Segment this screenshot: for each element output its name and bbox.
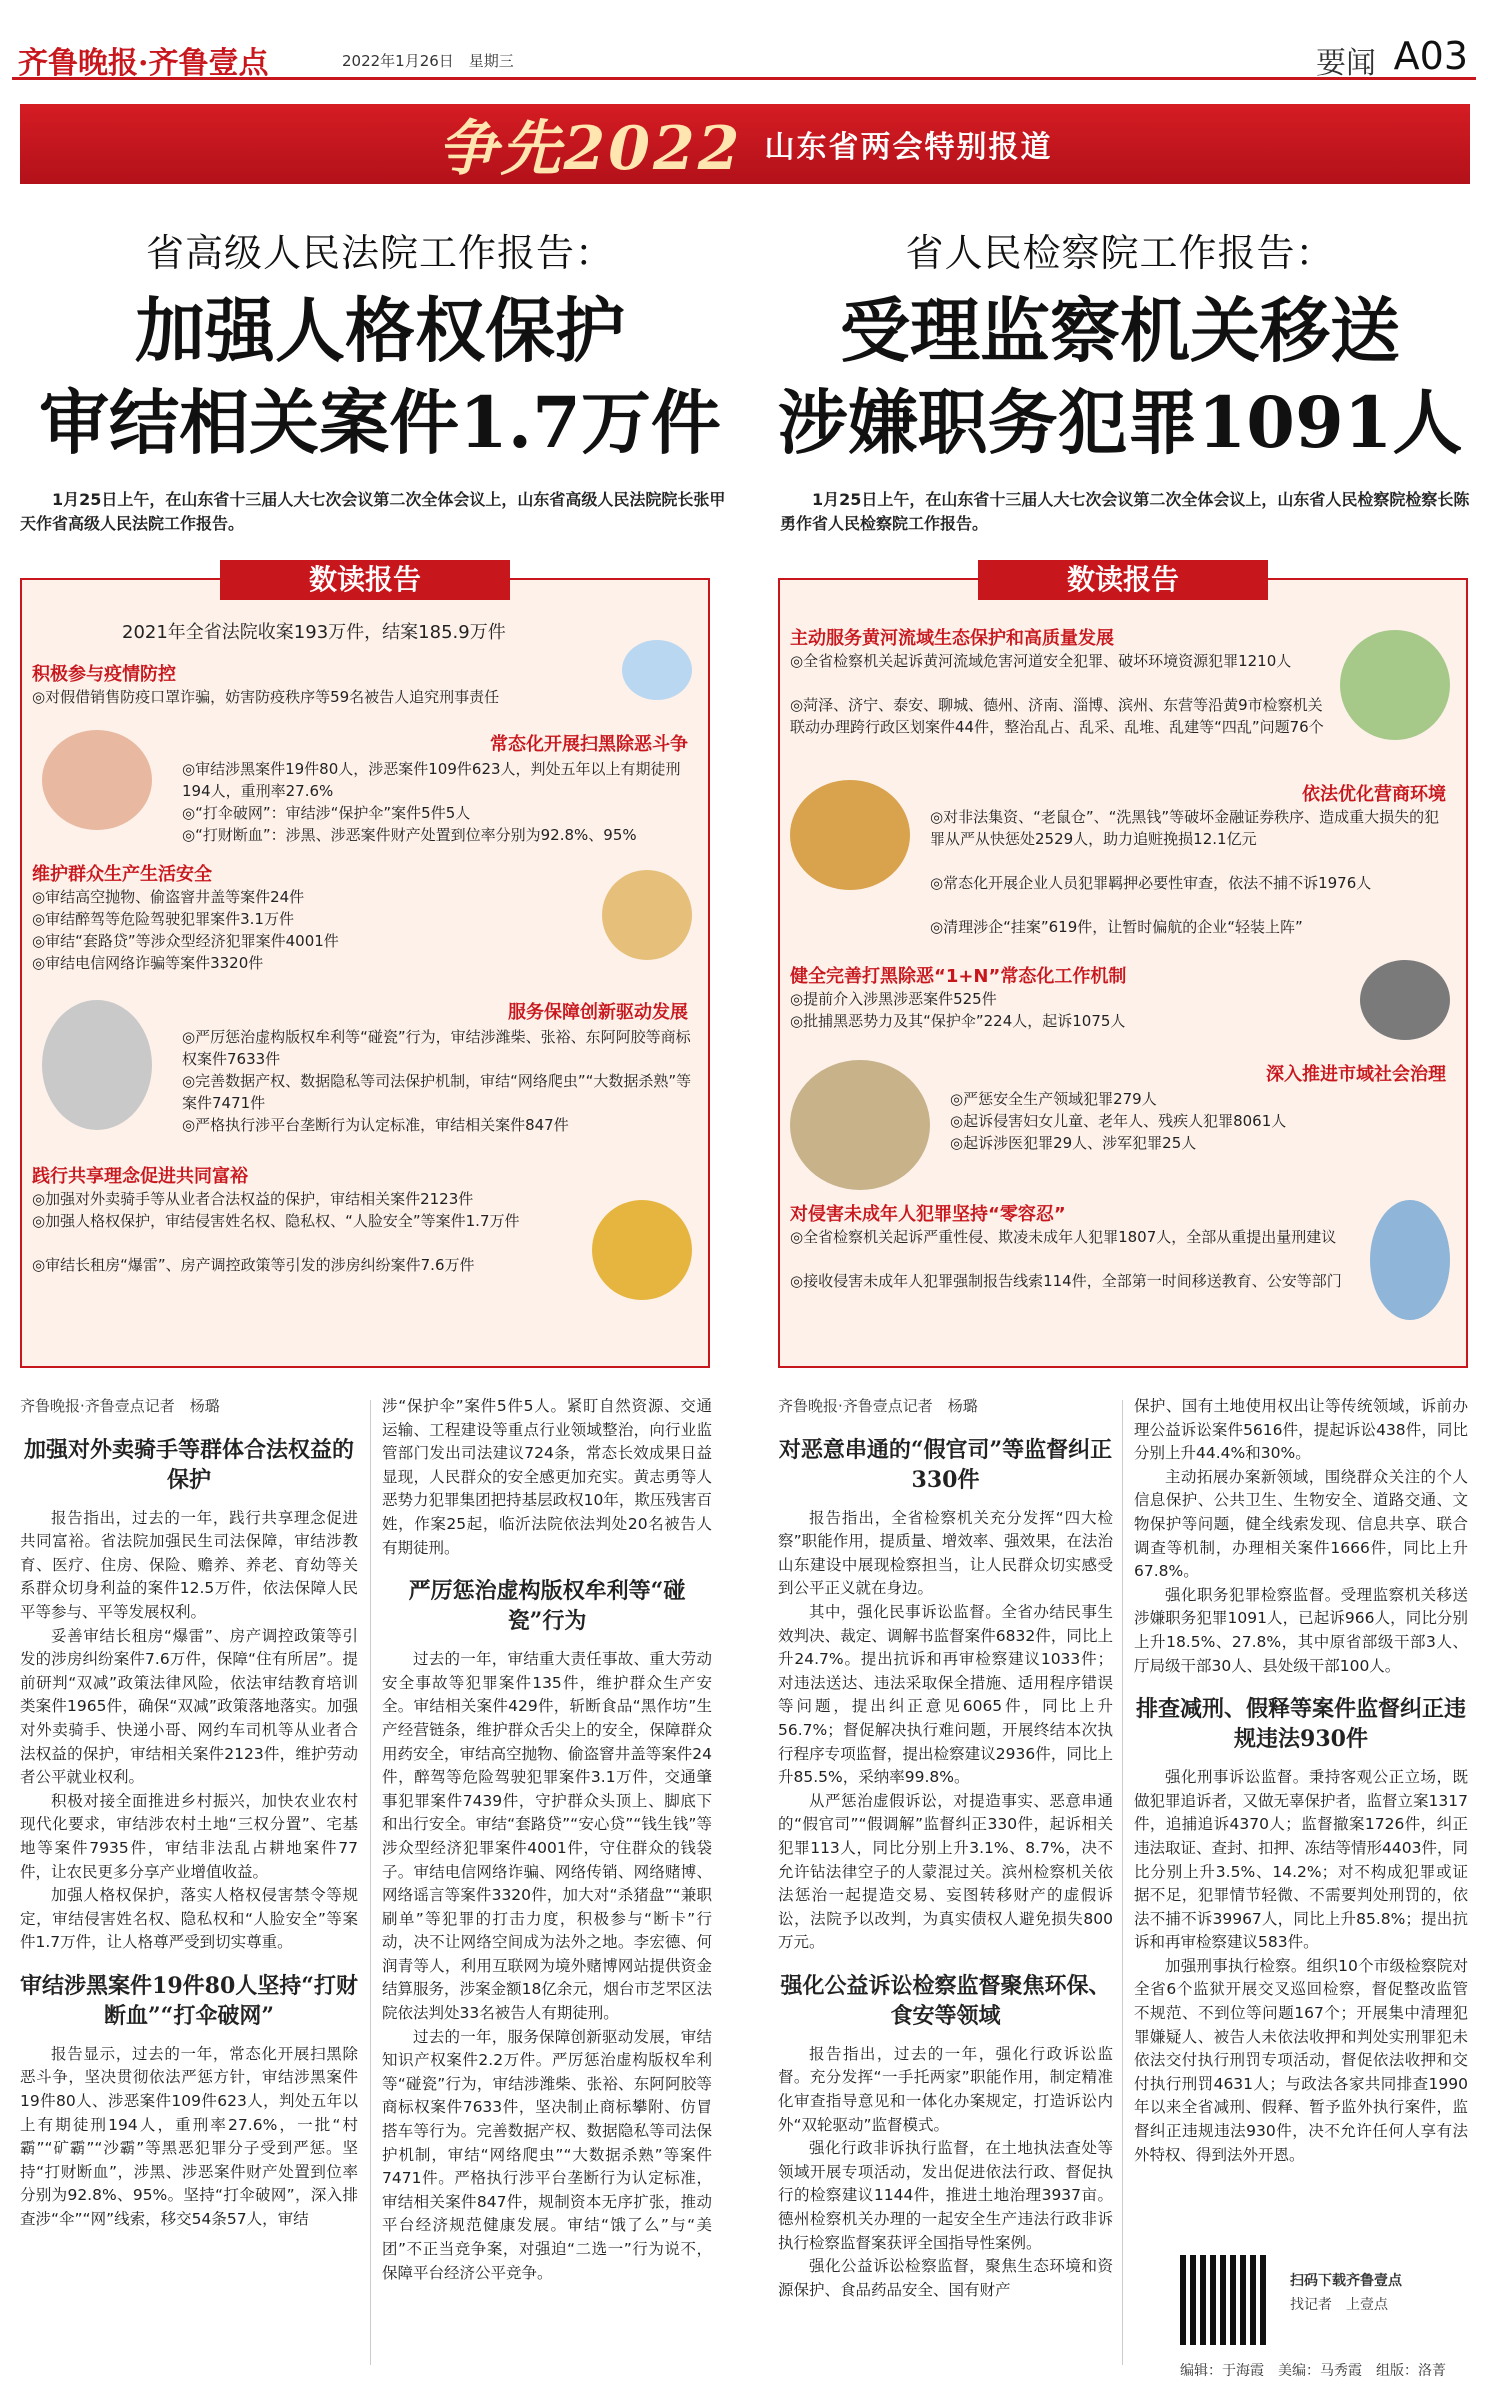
section-name: 要闻 xyxy=(1316,46,1376,81)
court-paragraph: 加强人格权保护，落实人格权侵害禁令等规定，审结侵害姓名权、隐私权和“人脸安全”等案件1.7万件，让人格尊严受到切实尊重。 xyxy=(20,1886,358,1952)
proc-s4-heading: 深入推进市域社会治理 xyxy=(1266,1064,1446,1085)
court-article-col2 xyxy=(382,1395,712,2285)
procuratorate-title-line1: 受理监察机关移送 xyxy=(840,289,1400,372)
banner-subtitle: 山东省两会特别报道 xyxy=(764,130,1053,165)
umbrella-icon xyxy=(42,730,152,830)
court-subhead-2: 审结涉黑案件19件80人坚持“打财断血”“打伞破网” xyxy=(20,1972,358,2029)
proc-s4-item3: ◎起诉涉医犯罪29人、涉军犯罪25人 xyxy=(950,1134,1197,1152)
page-number: A03 xyxy=(1393,34,1468,78)
column-divider xyxy=(370,1400,371,2365)
court-title-line2: 审结相关案件1.7万件 xyxy=(39,381,721,464)
proc-subhead-1: 对恶意串通的“假官司”等监督纠正330件 xyxy=(778,1436,1113,1493)
proc-s3-item2: ◎批捕黑恶势力及其“保护伞”224人，起诉1075人 xyxy=(790,1012,1126,1030)
court-s1-heading: 积极参与疫情防控 xyxy=(32,664,176,685)
procuratorate-data-box xyxy=(778,563,1468,1368)
proc-s2-item2: ◎常态化开展企业人员犯罪羁押必要性审查，依法不捕不诉1976人 xyxy=(930,874,1372,892)
proc-subhead-3: 排查减刑、假释等案件监督纠正违规违法930件 xyxy=(1135,1696,1466,1753)
proc-paragraph: 报告指出，过去的一年，强化行政诉讼监督。充分发挥“一手托两家”职能作用，制定精准化审查指导意见和一体化办案规定，打造诉讼内外“双轮驱动”监督模式。 xyxy=(778,2044,1113,2134)
court-paragraph: 积极对接全面推进乡村振兴，加快农业农村现代化要求，审结涉农村土地“三权分置”、宅基地等案件7935件，审结非法乱占耕地案件77件，让农民更多分享产业增值收益。 xyxy=(20,1791,358,1881)
court-subhead-1: 加强对外卖骑手等群体合法权益的保护 xyxy=(23,1436,354,1493)
court-s5-item3: ◎审结长租房“爆雷”、房产调控政策等引发的涉房纠纷案件7.6万件 xyxy=(32,1256,475,1274)
trademark-icon xyxy=(42,1000,152,1130)
issue-date: 2022年1月26日 星期三 xyxy=(342,52,514,70)
court-s3-item4: ◎审结电信网络诈骗等案件3320件 xyxy=(32,954,264,972)
proc-s1-heading: 主动服务黄河流域生态保护和高质量发展 xyxy=(790,628,1114,649)
procuratorate-byline: 齐鲁晚报·齐鲁壹点记者 杨璐 xyxy=(778,1397,978,1415)
proc-s5-item2: ◎接收侵害未成年人犯罪强制报告线索114件，全部第一时间移送教育、公安等部门 xyxy=(790,1272,1342,1290)
court-paragraph: 报告指出，过去的一年，践行共享理念促进共同富裕。省法院加强民生司法保障，审结涉教育、医疗、住房、保险、赡养、养老、育幼等关系群众切身利益的案件12.5万件，依法保障人民平等参与、平等发展权利。 xyxy=(20,1508,358,1621)
proc-s3-heading: 健全完善打黑除恶“1+N”常态化工作机制 xyxy=(790,966,1127,987)
procuratorate-box-heading: 数读报告 xyxy=(978,560,1268,600)
handcuffs-icon xyxy=(1360,960,1450,1040)
proc-paragraph: 主动拓展办案新领域，围绕群众关注的个人信息保护、公共卫生、生物安全、道路交通、文物保护等问题，健全线索发现、信息共享、联合调查等机制，办理相关案件1666件，同比上升67.8%。 xyxy=(1134,1467,1468,1581)
proc-paragraph: 其中，强化民事诉讼监督。全省办结民事生效判决、裁定、调解书监督案件6832件，同比上升24.7%。提出抗诉和再审检察建议1033件；对违法送达、违法采取保全措施、适用程序错误等问题，提出纠正意见6065件，同比上升56.7%；督促解决执行难问题，开展终结本次执行程序专项监督，提出检察建议2936件，同比上升85.5%，采纳率99.8%。 xyxy=(778,1602,1113,1787)
court-paragraph: 过去的一年，服务保障创新驱动发展，审结知识产权案件2.2万件。严厉惩治虚构版权牟利等“碰瓷”行为，审结涉潍柴、张裕、东阿阿胶等商标权案件7633件，坚决制止商标攀附、仿冒搭车等行为。完善数据产权、数据隐私等司法保护机制，审结“网络爬虫”“大数据杀熟”等案件7471件。严格执行涉平台垄断行为认定标准，审结相关案件847件，规制资本无序扩张，推动平台经济规范健康发展。审结“饿了么”与“美团”不正当竞争案，对强迫“二选一”行为说不，保障平台经济公平竞争。 xyxy=(382,2027,712,2282)
family-icon xyxy=(790,1060,930,1190)
court-s4-item1: ◎严厉惩治虚构版权牟利等“碰瓷”行为，审结涉潍柴、张裕、东阿阿胶等商标权案件7633件 xyxy=(182,1028,691,1068)
safe-icon xyxy=(790,780,910,890)
court-s2-item3: ◎“打财断血”：涉黑、涉恶案件财产处置到位率分别为92.8%、95% xyxy=(182,826,637,844)
court-kicker: 省高级人民法院工作报告： xyxy=(145,231,614,275)
court-paragraph: 过去的一年，审结重大责任事故、重大劳动安全事故等犯罪案件135件，维护群众生产安全。审结相关案件429件，斩断食品“黑作坊”生产经营链条，维护群众舌尖上的安全，保障群众用药安全，审结高空抛物、偷盗窨井盖等案件24件，醉驾等危险驾驶犯罪案件3.1万件，交通肇事犯罪案件7439件，守护群众头顶上、脚底下和出行安全。审结“套路贷”“安心贷”“钱生钱”等涉众型经济犯罪案件4001件，守住群众的钱袋子。审结电信网络诈骗、网络传销、网络赌博、网络谣言等案件3320件，加大对“杀猪盘”“兼职刷单”等犯罪的打击力度，积极参与“断卡”行动，决不让网络空间成为法外之地。李宏德、何润青等人，利用互联网为境外赌博网站提供资金结算服务，涉案金额18亿余元，烟台市芝罘区法院依法判处33名被告人有期徒刑。 xyxy=(382,1650,712,2023)
qr-code[interactable] xyxy=(1180,2255,1270,2345)
court-paragraph: 报告显示，过去的一年，常态化开展扫黑除恶斗争，坚决贯彻依法严惩方针，审结涉黑案件19件80人、涉恶案件109件623人，判处五年以上有期徒刑194人，重刑率27.6%，一批“村霸”“矿霸”“沙霸”等黑恶犯罪分子受到严惩。坚持“打财断血”，涉黑、涉恶案件财产处置到位率分别为92.8%、95%。坚持“打伞破网”，深入排查涉“伞”“网”线索，移交54条57人，审结 xyxy=(20,2044,358,2229)
court-s5-item1: ◎加强对外卖骑手等从业者合法权益的保护，审结相关案件2123件 xyxy=(32,1190,474,1208)
court-byline: 齐鲁晚报·齐鲁壹点记者 杨璐 xyxy=(20,1397,220,1415)
court-data-box xyxy=(20,563,710,1368)
court-s3-item3: ◎审结“套路贷”等涉众型经济犯罪案件4001件 xyxy=(32,932,339,950)
proc-paragraph: 从严惩治虚假诉讼，对提造事实、恶意串通的“假官司”“假调解”监督纠正330件，起诉相关犯罪113人，同比分别上升3.1%、8.7%，决不允许钻法律空子的人蒙混过关。滨州检察机关依法惩治一起提造交易、妄图转移财产的虚假诉讼，法院予以改判，为真实债权人避免损失800万元。 xyxy=(778,1791,1113,1952)
court-box-summary: 2021年全省法院收案193万件，结案185.9万件 xyxy=(122,622,506,643)
proc-s2-item3: ◎清理涉企“挂案”619件，让暂时偏航的企业“轻装上阵” xyxy=(930,918,1303,936)
masthead: 齐鲁晚报·齐鲁壹点 xyxy=(18,46,269,81)
special-report-banner xyxy=(20,104,1470,184)
court-article-col1 xyxy=(20,1395,358,2232)
procuratorate-article-col1 xyxy=(778,1395,1113,2302)
court-s4-item2: ◎完善数据产权、数据隐私等司法保护机制，审结“网络爬虫”“大数据杀熟”等案件7471件 xyxy=(182,1072,692,1112)
court-s2-item2: ◎“打伞破网”：审结涉“保护伞”案件5件5人 xyxy=(182,804,471,822)
court-title-line1: 加强人格权保护 xyxy=(135,289,625,372)
court-s4-heading: 服务保障创新驱动发展 xyxy=(508,1002,688,1023)
court-s1-item: ◎对假借销售防疫口罩诈骗，妨害防疫秩序等59名被告人追究刑事责任 xyxy=(32,688,500,706)
proc-s4-item1: ◎严惩安全生产领域犯罪279人 xyxy=(950,1090,1157,1108)
proc-s5-heading: 对侵害未成年人犯罪坚持“零容忍” xyxy=(790,1204,1066,1225)
editor-credits: 编辑：于海霞 美编：马秀霞 组版：洛菁 xyxy=(1180,2363,1446,2379)
procuratorate-title-line2: 涉嫌职务犯罪1091人 xyxy=(777,381,1463,464)
proc-s1-item1: ◎全省检察机关起诉黄河流域危害河道安全犯罪、破坏环境资源犯罪1210人 xyxy=(790,652,1292,670)
proc-s4-item2: ◎起诉侵害妇女儿童、老年人、残疾人犯罪8061人 xyxy=(950,1112,1287,1130)
proc-s2-heading: 依法优化营商环境 xyxy=(1302,784,1446,805)
proc-subhead-2: 强化公益诉讼检察监督聚焦环保、食安等领域 xyxy=(780,1972,1111,2029)
proc-paragraph: 加强刑事执行检察。组织10个市级检察院对全省6个监狱开展交叉巡回检察，督促整改监管不规范、不到位等问题167个；开展集中清理犯罪嫌疑人、被告人未依法收押和判处实刑罪犯未依法交付执行刑罚专项活动，督促依法收押和交付执行刑罚4631人；与政法各家共同排查1990年以来全省减刑、假释、暂予监外执行案件，监督纠正违规违法930件，决不允许任何人享有法外特权、得到法外开恩。 xyxy=(1134,1956,1468,2164)
court-s5-item2: ◎加强人格权保护，审结侵害姓名权、隐私权、“人脸安全”等案件1.7万件 xyxy=(32,1212,520,1230)
column-divider xyxy=(1122,1400,1123,2365)
court-s3-item2: ◎审结醉驾等危险驾驶犯罪案件3.1万件 xyxy=(32,910,294,928)
court-headline xyxy=(20,222,740,469)
money-bag-icon xyxy=(602,870,692,960)
proc-paragraph: 保护、国有土地使用权出让等传统领域，诉前办理公益诉讼案件5616件，提起诉讼438件，同比分别上升44.4%和30%。 xyxy=(1134,1397,1468,1463)
proc-paragraph: 强化公益诉讼检察监督，聚焦生态环境和资源保护、食品药品安全、国有财产 xyxy=(778,2257,1113,2299)
mask-icon xyxy=(622,640,692,700)
proc-s3-item1: ◎提前介入涉黑涉恶案件525件 xyxy=(790,990,997,1008)
student-icon xyxy=(1370,1200,1450,1320)
court-s3-heading: 维护群众生产生活安全 xyxy=(32,864,212,885)
court-paragraph: 涉“保护伞”案件5件5人。紧盯自然资源、交通运输、工程建设等重点行业领域整治，向行业监管部门发出司法建议724条，常态长效成果日益显现，人民群众的安全感更加充实。黄志勇等人恶势力犯罪集团把持基层政权10年，欺压残害百姓，作案25起，临沂法院依法判处20名被告人有期徒刑。 xyxy=(382,1397,712,1557)
proc-paragraph: 强化职务犯罪检察监督。受理监察机关移送涉嫌职务犯罪1091人，已起诉966人，同比分别上升18.5%、27.8%，其中原省部级干部3人、厅局级干部30人、县处级干部100人。 xyxy=(1134,1585,1468,1675)
procuratorate-headline xyxy=(760,222,1480,469)
proc-paragraph: 报告指出，全省检察机关充分发挥“四大检察”职能作用，提质量、增效率、强效果，在法治山东建设中展现检察担当，让人民群众切实感受到公平正义就在身边。 xyxy=(778,1508,1113,1598)
proc-paragraph: 强化行政非诉执行监督，在土地执法查处等领域开展专项活动，发出促进依法行政、督促执行的检察建议1144件，推进土地治理3937亩。德州检察机关办理的一起安全生产违法行政非诉执行检察监督案获评全国指导性案例。 xyxy=(778,2139,1113,2252)
court-intro: 1月25日上午，在山东省十三届人大七次会议第二次全体会议上，山东省高级人民法院院长张甲天作省高级人民法院工作报告。 xyxy=(20,490,726,533)
court-box-heading: 数读报告 xyxy=(220,560,510,600)
page-header xyxy=(12,28,1476,80)
qr-subcaption: 找记者 上壹点 xyxy=(1290,2297,1388,2313)
procuratorate-kicker: 省人民检察院工作报告： xyxy=(905,231,1335,275)
court-s4-item3: ◎严格执行涉平台垄断行为认定标准，审结相关案件847件 xyxy=(182,1116,569,1134)
banner-title: 争先2022 xyxy=(437,114,743,184)
coins-icon xyxy=(592,1200,692,1300)
proc-s1-item2: ◎菏泽、济宁、泰安、聊城、德州、济南、淄博、滨州、东营等沿黄9市检察机关联动办理跨行政区划案件44件，整治乱占、乱采、乱堆、乱建等“四乱”问题76个 xyxy=(790,696,1324,736)
proc-paragraph: 强化刑事诉讼监督。秉持客观公正立场，既做犯罪追诉者，又做无辜保护者，监督立案1317件，追捕追诉4370人；监督撤案1726件，纠正违法取证、查封、扣押、冻结等情形4403件，同比分别上升3.5%、14.2%；对不构成犯罪或证据不足，犯罪情节轻微、不需要判处刑罚的，依法不捕不诉39967人，同比上升85.8%；提出抗诉和再审检察建议583件。 xyxy=(1134,1768,1468,1952)
court-s2-heading: 常态化开展扫黑除恶斗争 xyxy=(490,734,688,755)
proc-s2-item1: ◎对非法集资、“老鼠仓”、“洗黑钱”等破坏金融证券秩序、造成重大损失的犯罪从严从快惩处2529人，助力追赃挽损12.1亿元 xyxy=(930,808,1440,848)
procuratorate-article-col2 xyxy=(1134,1395,1468,2167)
court-s5-heading: 践行共享理念促进共同富裕 xyxy=(32,1166,248,1187)
court-paragraph: 妥善审结长租房“爆雷”、房产调控政策等引发的涉房纠纷案件7.6万件，保障“住有所居”。提前研判“双减”政策法律风险，依法审结教育培训类案件1965件，确保“双减”政策落地落实。加强对外卖骑手、快递小哥、网约车司机等从业者合法权益的保护，审结相关案件2123件，维护劳动者公平就业权利。 xyxy=(20,1626,358,1787)
qr-caption: 扫码下载齐鲁壹点 xyxy=(1290,2273,1402,2289)
court-s2-item1: ◎审结涉黑案件19件80人，涉恶案件109件623人，判处五年以上有期徒刑194人，重刑率27.6% xyxy=(182,760,681,800)
court-s3-item1: ◎审结高空抛物、偷盗窨井盖等案件24件 xyxy=(32,888,305,906)
river-landscape-icon xyxy=(1340,630,1450,740)
proc-s5-item1: ◎全省检察机关起诉严重性侵、欺凌未成年人犯罪1807人，全部从重提出量刑建议 xyxy=(790,1228,1337,1246)
court-subhead-3: 严厉惩治虚构版权牟利等“碰瓷”行为 xyxy=(408,1578,686,1635)
procuratorate-intro: 1月25日上午，在山东省十三届人大七次会议第二次全体会议上，山东省人民检察院检察长陈勇作省人民检察院工作报告。 xyxy=(780,490,1470,533)
